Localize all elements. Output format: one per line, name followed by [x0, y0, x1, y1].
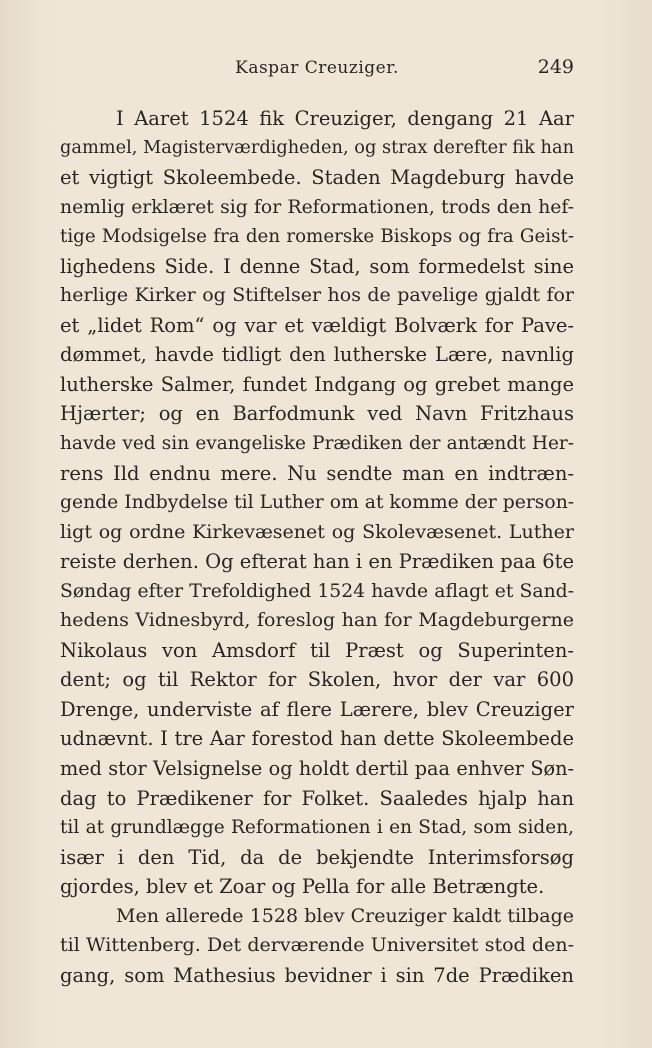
page-number: 249: [537, 56, 574, 78]
text-line: tige Modsigelse fra den romerske Biskops og fra Geist-: [60, 226, 574, 248]
text-line: ligt og ordne Kirkevæsenet og Skolevæsenet. Luther: [60, 520, 574, 543]
text-line: især i den Tid, da de bekjendte Interimsforsøg: [60, 845, 574, 869]
text-line: Nikolaus von Amsdorf til Præst og Superinten-: [60, 638, 574, 662]
text-line: Men allerede 1528 blev Creuziger kaldt tilbage: [116, 904, 574, 927]
text-line: gende Indbydelse til Luther om at komme der person-: [60, 492, 575, 514]
text-line: I Aaret 1524 fik Creuziger, dengang 21 Aar: [116, 107, 574, 130]
text-line: nemlig erklæret sig for Reformationen, trods den hef-: [60, 196, 574, 218]
body-text: [60, 104, 574, 990]
text-line: til Wittenberg. Det derværende Universitet stod den-: [60, 934, 574, 957]
text-line: gjordes, blev et Zoar og Pella for alle Betrængte.: [60, 875, 545, 899]
text-line: rens Ild endnu mere. Nu sendte man en indtræn-: [60, 461, 574, 485]
text-line: et vigtigt Skoleembede. Staden Magdeburg havde: [60, 166, 574, 190]
text-line: dag to Prædikener for Folket. Saaledes hjalp han: [60, 786, 574, 810]
text-line: med stor Velsignelse og holdt dertil paa enhver Søn-: [60, 757, 574, 781]
text-line: dent; og til Rektor for Skolen, hvor der var 600: [60, 668, 574, 692]
text-line: Søndag efter Trefoldighed 1524 havde aflagt et Sand-: [60, 580, 574, 602]
text-line: havde ved sin evangeliske Prædiken der antændt Her-: [60, 433, 574, 455]
text-line: til at grundlægge Reformationen i en Stad, som siden,: [60, 817, 574, 839]
text-line: gang, som Mathesius bevidner i sin 7de Prædiken: [60, 963, 574, 987]
text-line: Drenge, underviste af flere Lærere, blev Creuziger: [60, 697, 574, 721]
text-line: udnævnt. I tre Aar forestod han dette Skoleembede: [60, 727, 574, 751]
running-title: Kaspar Creuziger.: [235, 58, 399, 78]
text-line: herlige Kirker og Stiftelser hos de pavelige gjaldt for: [60, 284, 574, 307]
text-line: Hjærter; og en Barfodmunk ved Navn Fritzhaus: [60, 402, 574, 426]
text-line: lutherske Salmer, fundet Indgang og grebet mange: [60, 372, 574, 396]
text-line: hedens Vidnesbyrd, foreslog han for Magdeburgerne: [60, 609, 574, 632]
text-line: lighedens Side. I denne Stad, som formedelst sine: [60, 254, 574, 278]
text-line: gammel, Magisterværdigheden, og strax derefter fik han: [60, 137, 574, 158]
page-header: [60, 54, 574, 84]
text-line: et „lidet Rom“ og var et vældigt Bolværk for Pave-: [60, 313, 574, 337]
text-line: reiste derhen. Og efterat han i en Prædiken paa 6te: [60, 550, 574, 574]
text-line: dømmet, havde tidligt den lutherske Lære, navnlig: [60, 343, 574, 367]
